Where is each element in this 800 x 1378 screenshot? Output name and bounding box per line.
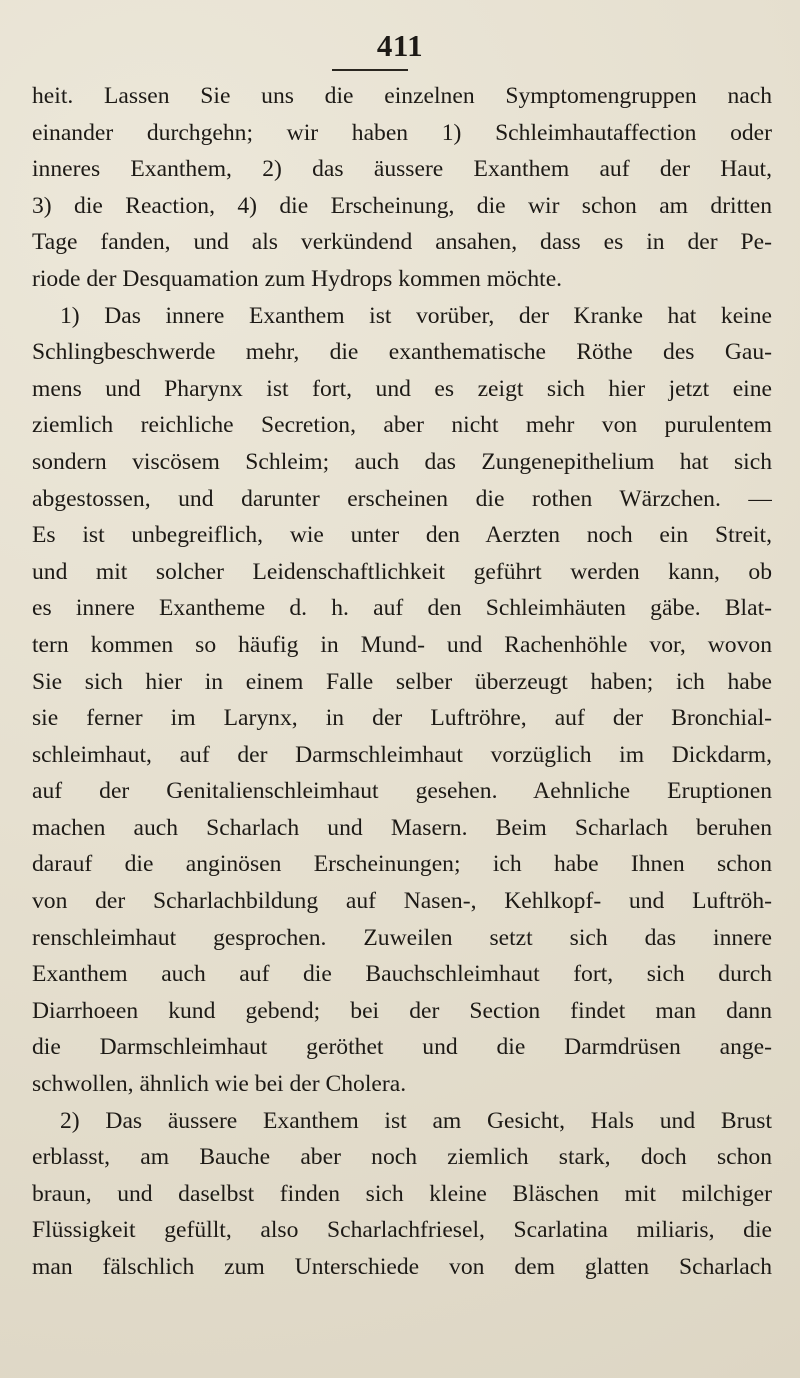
body-text bbox=[32, 78, 772, 1286]
text-line: Es ist unbegreiflich, wie unter den Aerzten noch ein Streit, bbox=[32, 522, 772, 549]
text-line: Flüssigkeit gefüllt, also Scharlachfriesel, Scarlatina miliaris, die bbox=[32, 1217, 772, 1244]
text-line: sondern viscösem Schleim; auch das Zungenepithelium hat sich bbox=[32, 448, 772, 475]
text-line: riode der Desquamation zum Hydrops kommen möchte. bbox=[32, 265, 563, 292]
text-line: darauf die anginösen Erscheinungen; ich habe Ihnen schon bbox=[32, 851, 772, 878]
text-line: 2) Das äussere Exanthem ist am Gesicht, Hals und Brust bbox=[60, 1107, 772, 1134]
text-line: einander durchgehn; wir haben 1) Schleimhautaffection oder bbox=[32, 119, 772, 146]
text-line: tern kommen so häufig in Mund- und Rachenhöhle vor, wovon bbox=[32, 631, 772, 658]
text-line: die Darmschleimhaut geröthet und die Darmdrüsen ange- bbox=[32, 1034, 772, 1061]
text-line: renschleimhaut gesprochen. Zuweilen setzt sich das innere bbox=[32, 924, 772, 951]
text-line: auf der Genitalienschleimhaut gesehen. Aehnliche Eruptionen bbox=[32, 778, 772, 805]
text-line: von der Scharlachbildung auf Nasen-, Kehlkopf- und Luftröh- bbox=[32, 888, 772, 915]
text-line: erblasst, am Bauche aber noch ziemlich stark, doch schon bbox=[32, 1144, 772, 1171]
text-line: Exanthem auch auf die Bauchschleimhaut fort, sich durch bbox=[32, 961, 772, 988]
text-line: und mit solcher Leidenschaftlichkeit geführt werden kann, ob bbox=[32, 558, 772, 585]
text-line: braun, und daselbst finden sich kleine Bläschen mit milchiger bbox=[32, 1180, 772, 1207]
text-line: 3) die Reaction, 4) die Erscheinung, die wir schon am dritten bbox=[32, 192, 772, 219]
page-number: 411 bbox=[376, 28, 424, 63]
text-line: 1) Das innere Exanthem ist vorüber, der Kranke hat keine bbox=[60, 302, 772, 329]
text-line: Tage fanden, und als verkündend ansahen, dass es in der Pe- bbox=[32, 229, 772, 256]
text-line: machen auch Scharlach und Masern. Beim Scharlach beruhen bbox=[32, 814, 772, 841]
text-line: ziemlich reichliche Secretion, aber nicht mehr von purulentem bbox=[32, 412, 772, 439]
text-line: schleimhaut, auf der Darmschleimhaut vorzüglich im Dickdarm, bbox=[32, 741, 772, 768]
text-line: mens und Pharynx ist fort, und es zeigt sich hier jetzt eine bbox=[32, 375, 772, 402]
page-number-rule bbox=[332, 69, 408, 71]
text-line: inneres Exanthem, 2) das äussere Exanthem auf der Haut, bbox=[32, 156, 772, 183]
text-line: abgestossen, und darunter erscheinen die rothen Wärzchen. — bbox=[32, 485, 772, 512]
text-line: sie ferner im Larynx, in der Luftröhre, auf der Bronchial- bbox=[32, 705, 772, 732]
text-line: Schlingbeschwerde mehr, die exanthematische Röthe des Gau- bbox=[32, 339, 772, 366]
text-line: man fälschlich zum Unterschiede von dem glatten Scharlach bbox=[32, 1254, 772, 1280]
text-line: Diarrhoeen kund gebend; bei der Section findet man dann bbox=[32, 997, 772, 1024]
text-line: Sie sich hier in einem Falle selber überzeugt haben; ich habe bbox=[32, 668, 772, 695]
text-line: schwollen, ähnlich wie bei der Cholera. bbox=[32, 1071, 407, 1098]
text-line: heit. Lassen Sie uns die einzelnen Symptomengruppen nach bbox=[32, 83, 772, 109]
text-line: es innere Exantheme d. h. auf den Schleimhäuten gäbe. Blat- bbox=[32, 595, 772, 622]
